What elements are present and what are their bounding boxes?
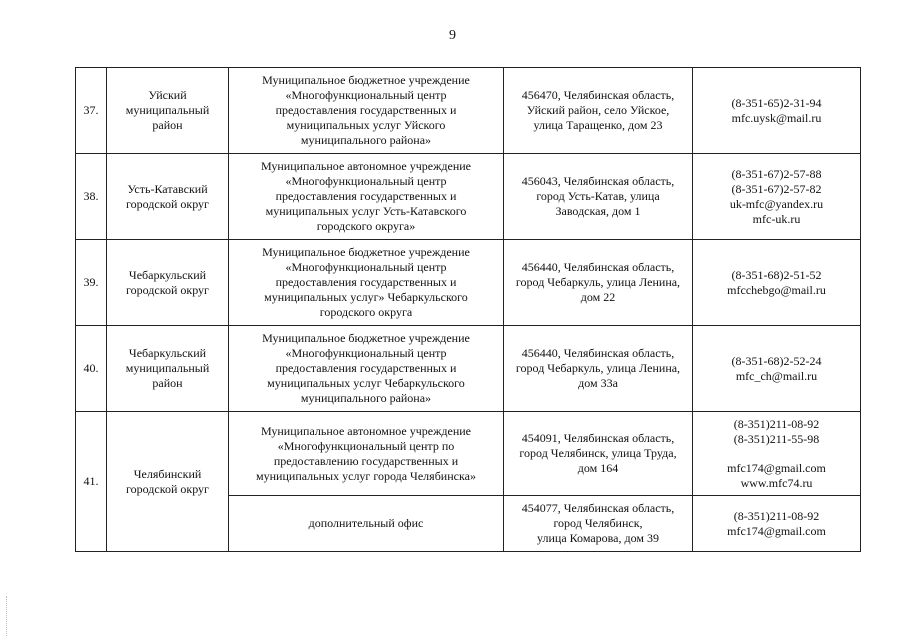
organization-cell-line: муниципальных услуг города Челябинска» <box>256 468 476 483</box>
contacts-cell <box>693 240 861 326</box>
district-cell <box>107 412 229 552</box>
address-cell-line: город Чебаркуль, улица Ленина, <box>515 361 681 375</box>
district-cell-line: Уйский <box>148 88 187 102</box>
contacts-cell-line[interactable]: (8-351)211-08-92 <box>733 416 820 431</box>
organization-cell-line: городского округа» <box>316 219 416 233</box>
contacts-cell <box>693 154 861 240</box>
organization-cell-line: муниципальных услуг Усть-Катавского <box>265 204 467 218</box>
address-cell <box>504 412 693 496</box>
organization-cell-line: Муниципальное бюджетное учреждение <box>262 73 470 87</box>
address-cell-line: 454077, Челябинская область, <box>521 501 675 515</box>
address-cell-line: 456043, Челябинская область, <box>521 174 675 188</box>
district-cell-line: район <box>152 376 183 390</box>
organization-cell-line: муниципальных услуг Чебаркульского <box>267 376 465 390</box>
district-cell-line: муниципальный <box>125 103 210 117</box>
organization-cell-line: Муниципальное автономное учреждение <box>261 423 471 438</box>
table-row <box>76 326 861 412</box>
address-cell-line: 456470, Челябинская область, <box>521 88 675 102</box>
organization-cell-line: предоставления государственных и <box>275 361 457 375</box>
address-cell-line: улица Таращенко, дом 23 <box>533 118 663 132</box>
district-cell-line: район <box>152 118 183 132</box>
contacts-cell <box>693 412 861 496</box>
contacts-cell-line[interactable]: (8-351-65)2-31-94 <box>731 95 822 110</box>
contacts-cell <box>693 68 861 154</box>
district-cell <box>107 240 229 326</box>
contacts-cell-line[interactable]: (8-351)211-55-98 <box>733 431 820 446</box>
address-cell-line: город Челябинск, улица Труда, <box>519 446 677 460</box>
address-cell-line: дом 33а <box>578 376 618 390</box>
district-cell-line: Усть-Катавский <box>127 181 208 196</box>
address-cell <box>504 154 693 240</box>
contacts-cell-line[interactable]: mfc174@gmail.com <box>727 523 826 538</box>
organization-cell-line: «Многофункциональный центр по <box>277 438 455 453</box>
organization-cell-line: муниципального района» <box>300 133 432 147</box>
address-cell-line: 456440, Челябинская область, <box>521 260 675 274</box>
organization-cell <box>229 326 504 412</box>
page-number: 9 <box>449 28 456 43</box>
address-cell <box>504 326 693 412</box>
organization-cell-line: Муниципальное автономное учреждение <box>261 159 471 173</box>
address-cell <box>504 496 693 552</box>
table-row <box>76 68 861 154</box>
contacts-cell-line[interactable]: (8-351-68)2-51-52 <box>731 267 822 282</box>
district-cell <box>107 68 229 154</box>
office-label-cell: дополнительный офис <box>229 496 504 552</box>
organization-cell-line: предоставлению государственных и <box>273 453 459 468</box>
contacts-cell-line[interactable]: (8-351-67)2-57-88 <box>731 166 822 181</box>
row-number: 38. <box>76 154 107 240</box>
district-cell-line: муниципальный <box>125 361 210 375</box>
address-cell-line: 456440, Челябинская область, <box>521 346 675 360</box>
district-cell <box>107 326 229 412</box>
contacts-cell <box>693 326 861 412</box>
organization-cell-line: предоставления государственных и <box>275 275 457 289</box>
address-cell-line: Уйский район, село Уйское, <box>526 103 670 117</box>
address-cell-line: Заводская, дом 1 <box>555 204 641 218</box>
row-number: 40. <box>76 326 107 412</box>
district-cell <box>107 154 229 240</box>
contacts-cell-line[interactable]: mfc.uysk@mail.ru <box>731 110 822 125</box>
organization-cell-line: предоставления государственных и <box>275 189 457 203</box>
organization-cell-line: предоставления государственных и <box>275 103 457 117</box>
address-cell-line: улица Комарова, дом 39 <box>537 531 659 545</box>
contacts-cell-line[interactable]: mfc_ch@mail.ru <box>735 368 818 383</box>
table-row <box>76 154 861 240</box>
organization-cell-line: Муниципальное бюджетное учреждение <box>262 331 470 345</box>
contacts-cell-line[interactable]: (8-351-68)2-52-24 <box>731 353 822 368</box>
contacts-cell-line[interactable]: mfcchebgo@mail.ru <box>727 282 826 297</box>
contacts-cell-line[interactable]: www.mfc74.ru <box>740 475 813 490</box>
row-number: 41. <box>76 412 107 552</box>
scan-margin-mark <box>6 596 8 636</box>
address-cell-line: дом 22 <box>580 290 616 304</box>
address-cell-line: 454091, Челябинская область, <box>521 431 675 445</box>
organization-cell-line: «Многофункциональный центр <box>285 88 447 102</box>
district-cell-line: Челябинский <box>133 466 202 481</box>
organization-cell-line: муниципальных услуг» Чебаркульского <box>264 290 468 304</box>
contacts-cell-line[interactable]: (8-351-67)2-57-82 <box>731 181 822 196</box>
contacts-gap <box>697 447 856 461</box>
district-cell-line: городской округ <box>126 196 209 211</box>
district-cell-line: Чебаркульский <box>128 346 207 360</box>
contacts-cell-line[interactable]: mfc174@gmail.com <box>727 460 826 475</box>
organization-cell <box>229 68 504 154</box>
organization-cell-line: «Многофункциональный центр <box>285 260 447 274</box>
row-number: 37. <box>76 68 107 154</box>
contacts-cell-line[interactable]: mfc-uk.ru <box>752 211 801 226</box>
organization-cell <box>229 412 504 496</box>
district-cell-line: городской округ <box>126 481 209 496</box>
organization-cell-line: муниципального района» <box>300 391 432 405</box>
address-cell <box>504 240 693 326</box>
table-row <box>76 412 861 496</box>
address-cell-line: город Чебаркуль, улица Ленина, <box>515 275 681 289</box>
district-cell-line: городской округ <box>126 282 209 297</box>
contacts-cell-line[interactable]: uk-mfc@yandex.ru <box>729 196 824 211</box>
organization-cell-line: Муниципальное бюджетное учреждение <box>262 245 470 259</box>
organization-cell-line: городского округа <box>319 305 413 319</box>
mfc-registry-table <box>75 67 861 552</box>
address-cell-line: город Усть-Катав, улица <box>536 189 660 203</box>
organization-cell-line: муниципальных услуг Уйского <box>286 118 446 132</box>
contacts-cell <box>693 496 861 552</box>
district-cell-line: Чебаркульский <box>128 267 207 282</box>
contacts-cell-line[interactable]: (8-351)211-08-92 <box>733 508 820 523</box>
row-number: 39. <box>76 240 107 326</box>
organization-cell-line: «Многофункциональный центр <box>285 174 447 188</box>
address-cell-line: город Челябинск, <box>553 516 643 530</box>
address-cell <box>504 68 693 154</box>
address-cell-line: дом 164 <box>577 461 619 475</box>
table-row <box>76 240 861 326</box>
organization-cell-line: «Многофункциональный центр <box>285 346 447 360</box>
organization-cell <box>229 240 504 326</box>
organization-cell <box>229 154 504 240</box>
